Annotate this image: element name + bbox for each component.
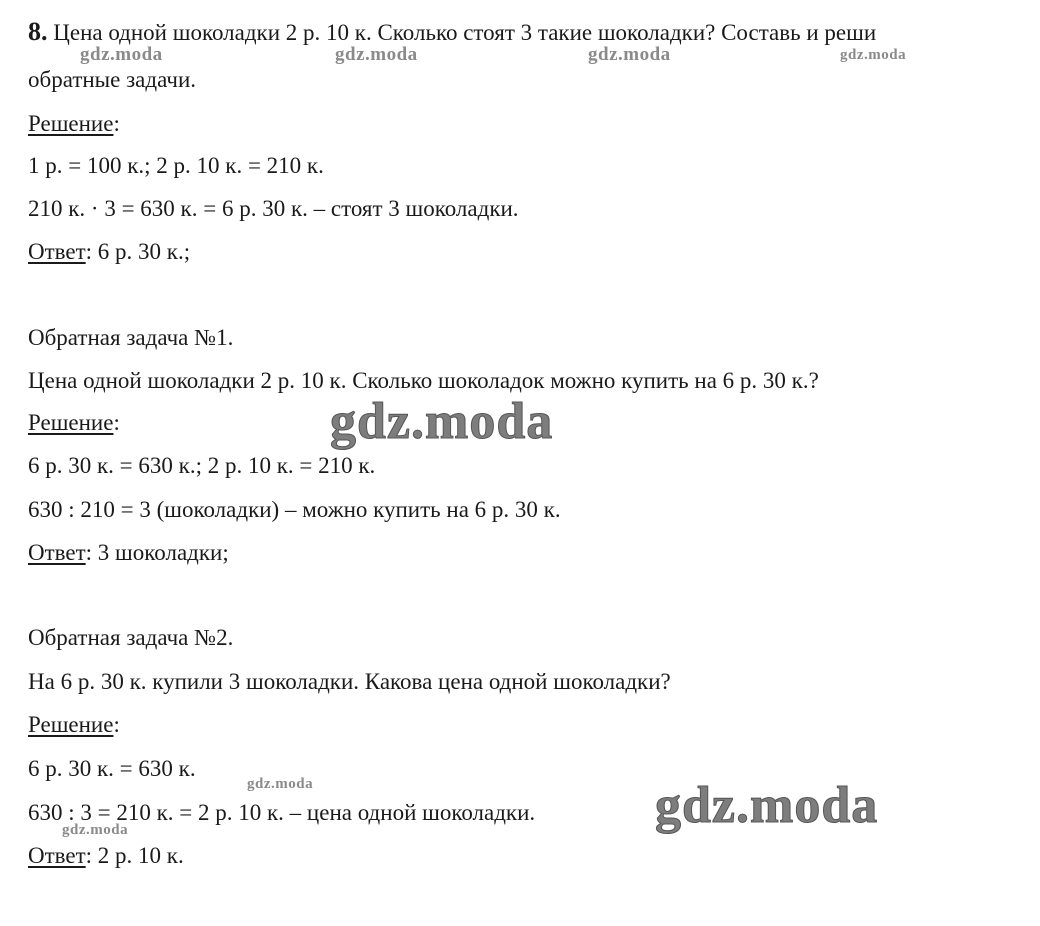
inverse1-text: Цена одной шоколадки 2 р. 10 к. Сколько шоколадок можно купить на 6 р. 30 к.? — [28, 368, 819, 393]
inverse1-solution-line-1: 6 р. 30 к. = 630 к.; 2 р. 10 к. = 210 к. — [28, 453, 376, 478]
inverse1-answer-label: Ответ — [28, 540, 86, 565]
inverse2-answer-label: Ответ — [28, 843, 86, 868]
watermark: gdz.moda — [840, 47, 907, 63]
inverse2-title: Обратная задача №2. — [28, 625, 234, 650]
inverse2-answer — [28, 842, 184, 870]
watermark: gdz.moda — [247, 776, 314, 792]
main-solution-label: Решение — [28, 111, 114, 136]
watermark-large: gdz.moda — [655, 777, 879, 834]
watermark: gdz.moda — [588, 44, 671, 65]
inverse1-solution-colon: : — [113, 410, 120, 435]
watermark: gdz.moda — [62, 822, 129, 838]
main-solution-line-1: 1 р. = 100 к.; 2 р. 10 к. = 210 к. — [28, 153, 324, 178]
watermark: gdz.moda — [80, 44, 163, 65]
inverse1-title: Обратная задача №1. — [28, 325, 234, 350]
inverse2-solution-line-2: 630 : 3 = 210 к. = 2 р. 10 к. – цена одной шоколадки. — [28, 800, 536, 825]
main-solution-heading — [28, 110, 120, 138]
main-solution-line-2: 210 к. · 3 = 630 к. = 6 р. 30 к. – стоят 3 шоколадки. — [28, 196, 519, 221]
inverse1-answer-value: : 3 шоколадки; — [85, 540, 229, 565]
inverse2-solution-label: Решение — [28, 712, 114, 737]
main-answer-label: Ответ — [28, 239, 86, 264]
task-number: 8. — [28, 17, 48, 46]
inverse2-solution-heading — [28, 711, 120, 739]
main-answer — [28, 238, 190, 266]
inverse1-solution-label: Решение — [28, 410, 114, 435]
task-text-line-2: обратные задачи. — [28, 67, 196, 92]
task-text-line-1: Цена одной шоколадки 2 р. 10 к. Сколько стоят 3 такие шоколадки? Составь и реши — [53, 20, 877, 45]
inverse1-solution-heading — [28, 409, 120, 437]
watermark-large: gdz.moda — [330, 393, 554, 450]
inverse2-answer-value: : 2 р. 10 к. — [85, 843, 184, 868]
main-answer-value: : 6 р. 30 к.; — [85, 239, 191, 264]
inverse2-solution-line-1: 6 р. 30 к. = 630 к. — [28, 756, 196, 781]
watermark: gdz.moda — [335, 44, 418, 65]
task-statement-line-1 — [28, 18, 876, 47]
inverse2-text: На 6 р. 30 к. купили 3 шоколадки. Какова цена одной шоколадки? — [28, 669, 671, 694]
inverse1-solution-line-2: 630 : 210 = 3 (шоколадки) – можно купить на 6 р. 30 к. — [28, 497, 561, 522]
inverse1-answer — [28, 539, 229, 567]
inverse2-solution-colon: : — [113, 712, 120, 737]
main-solution-colon: : — [113, 111, 120, 136]
